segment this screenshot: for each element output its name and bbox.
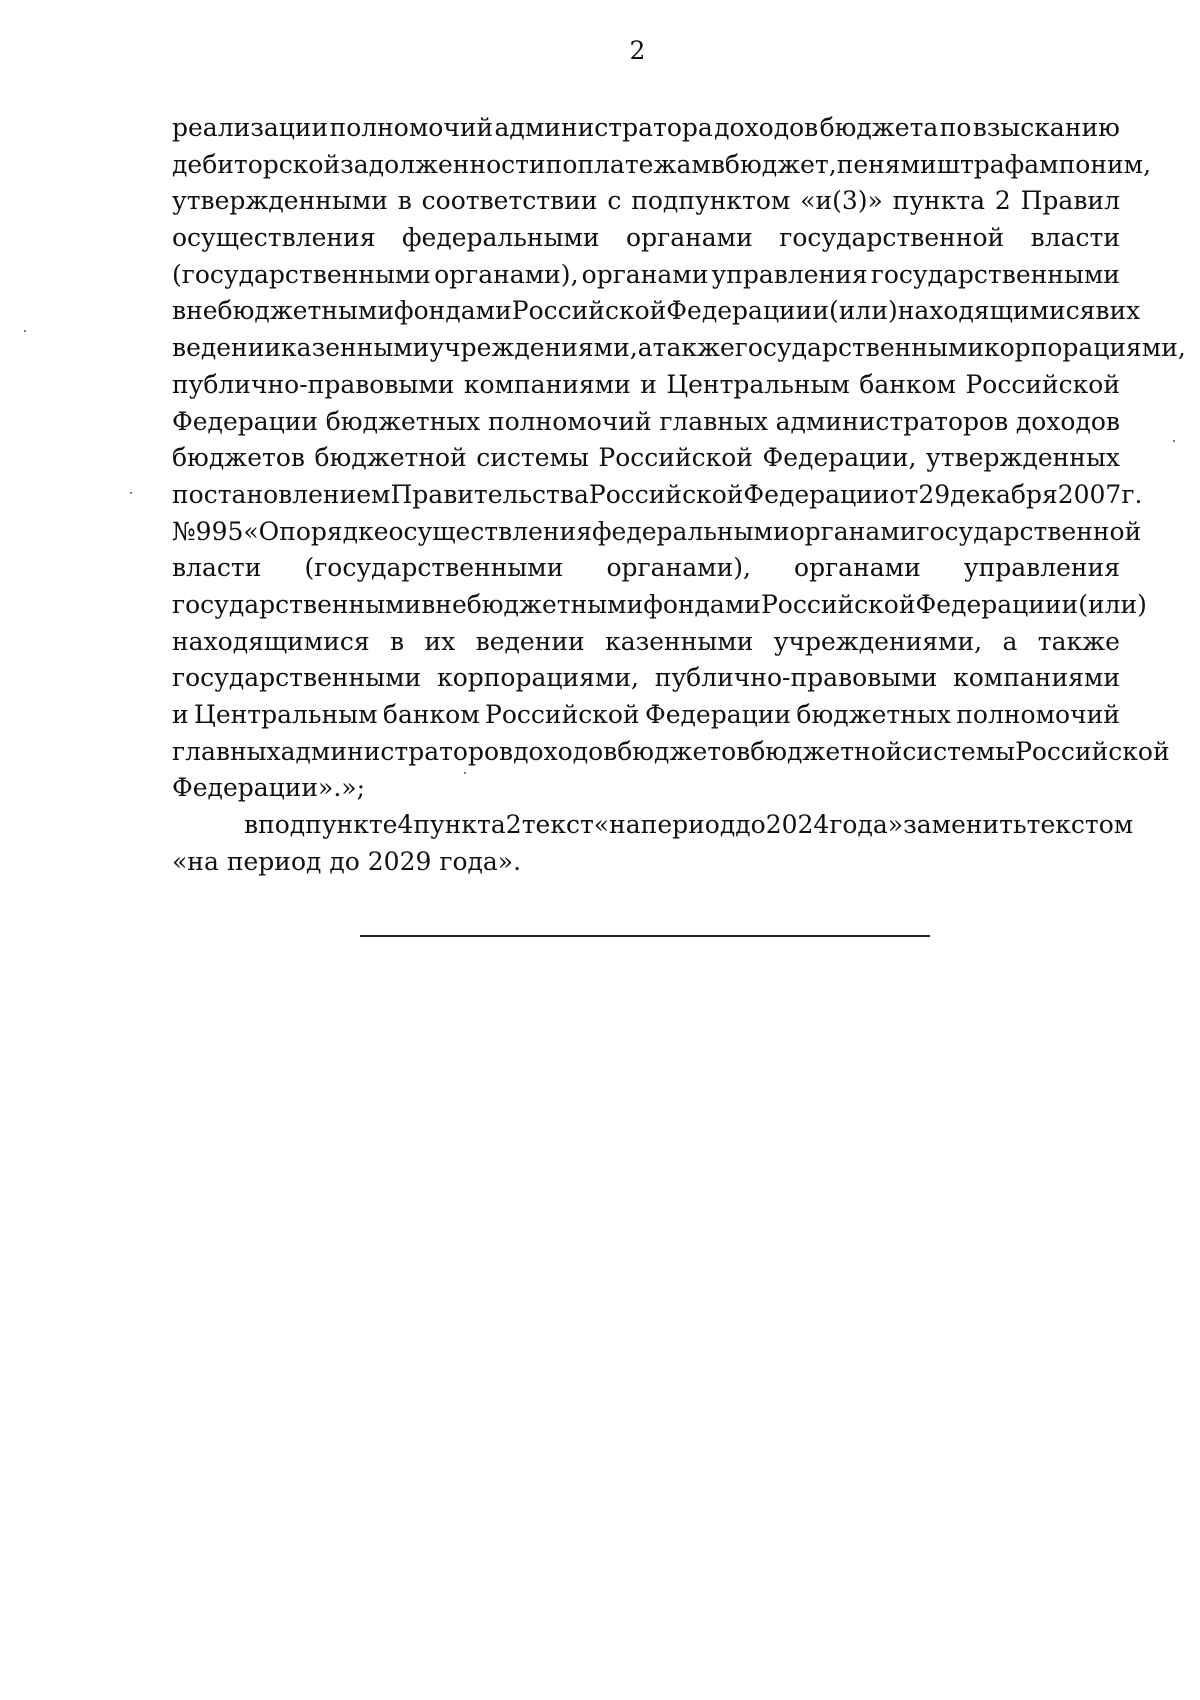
word: системы <box>902 736 1016 766</box>
word: 995 <box>195 516 244 546</box>
word: бюджета <box>819 113 939 142</box>
word: подпунктом <box>631 186 791 216</box>
text-line <box>172 147 1152 184</box>
word: учреждениями, <box>429 333 638 363</box>
word: заменить <box>903 810 1027 840</box>
word: в <box>397 186 412 216</box>
word: Федерации <box>172 406 319 436</box>
text-line <box>172 404 1120 441</box>
word: бюджетных <box>325 406 481 436</box>
word: № <box>172 516 196 546</box>
word: 2007 <box>1057 479 1122 509</box>
word: органами <box>789 516 917 546</box>
word: главных <box>659 406 768 436</box>
word: 2024 <box>765 810 830 840</box>
word: полномочий <box>956 700 1120 729</box>
word: 2029 <box>367 846 432 876</box>
word: Центральным <box>666 369 850 399</box>
word: период <box>640 810 736 840</box>
word: (государственными <box>172 259 431 289</box>
word: казенными <box>281 333 430 363</box>
word: управления <box>963 553 1120 583</box>
word: в <box>710 149 725 179</box>
word: бюджетной <box>750 736 903 766</box>
word: и <box>1061 589 1079 619</box>
word: бюджетов <box>617 736 751 766</box>
word: компаниями <box>953 663 1120 693</box>
word: органами), <box>606 553 751 583</box>
text-line <box>172 550 1120 587</box>
word: пеням <box>836 149 921 179</box>
word: 2 <box>505 810 522 840</box>
word: государственными <box>172 589 422 619</box>
word: государственными <box>172 663 422 693</box>
word: доходов <box>714 113 819 142</box>
text-line <box>172 440 1120 477</box>
word: от <box>889 479 919 509</box>
word: соответствии <box>421 186 598 216</box>
word: публично-правовыми <box>172 369 455 399</box>
word: порядке <box>279 516 389 546</box>
scan-speck <box>464 772 466 774</box>
word: компаниями <box>463 369 631 399</box>
word: текстом <box>1026 810 1134 840</box>
word: а <box>637 333 653 363</box>
word: утвержденными <box>172 186 388 216</box>
word: и <box>640 369 657 399</box>
word: государственной <box>779 223 1005 253</box>
word: с <box>607 186 622 216</box>
text-line <box>172 697 1120 734</box>
word: их <box>424 626 456 656</box>
word: банком <box>859 369 957 399</box>
word: Федерации <box>743 479 890 509</box>
word: ведении <box>475 626 585 656</box>
word: «и(3)» <box>800 186 883 216</box>
word: федеральными <box>401 223 600 253</box>
word: управления <box>711 259 868 289</box>
word: Российской <box>965 369 1120 399</box>
word: казенными <box>605 626 754 656</box>
word: Российской <box>760 589 916 619</box>
closing-rule <box>360 935 930 937</box>
word: корпорациями, <box>437 663 639 693</box>
word: (или) <box>1078 589 1147 619</box>
word: и <box>812 296 830 326</box>
word: внебюджетными <box>421 589 644 619</box>
word: 29 <box>918 479 951 509</box>
word: внебюджетными <box>172 296 395 326</box>
word: доходов <box>513 736 618 766</box>
word: пункта <box>892 186 986 216</box>
word: Центральным <box>194 700 378 729</box>
word: бюджетной <box>314 443 467 473</box>
word: постановлением <box>172 479 391 509</box>
scan-speck <box>1173 440 1175 442</box>
text-line <box>172 257 1120 294</box>
word: период <box>226 846 322 876</box>
text-line <box>172 293 1141 330</box>
word: публично-правовыми <box>654 663 938 693</box>
word: реализации <box>172 113 329 142</box>
word: Федерации <box>915 589 1062 619</box>
word: бюджет, <box>724 149 837 179</box>
word: (государственными <box>304 553 564 583</box>
word: «на <box>593 810 641 840</box>
word: Правительства <box>390 479 589 509</box>
word: также <box>652 333 735 363</box>
word: бюджетов <box>172 443 305 473</box>
word: 4 <box>397 810 414 840</box>
word: взысканию <box>972 113 1120 142</box>
scan-speck <box>130 492 132 494</box>
word: до <box>735 810 766 840</box>
word: фондами <box>394 296 512 326</box>
word: ним, <box>1090 149 1152 179</box>
word: утвержденных <box>926 443 1120 473</box>
word: 2 <box>994 186 1011 216</box>
word: «О <box>243 516 280 546</box>
word: администраторов <box>280 736 514 766</box>
text-line <box>172 844 1120 881</box>
word: в <box>244 810 259 840</box>
word: г. <box>1121 479 1143 509</box>
word: их <box>1109 296 1141 326</box>
word: осуществления <box>388 516 592 546</box>
word: учреждениями, <box>773 626 983 656</box>
text-line <box>172 660 1120 697</box>
word: также <box>1037 626 1120 656</box>
word: администраторов <box>775 406 1009 436</box>
word: Правил <box>1020 186 1120 216</box>
word: власти <box>172 553 262 583</box>
word: полномочий <box>329 113 494 142</box>
word: и <box>920 149 937 179</box>
document-body <box>172 110 1186 880</box>
word: Федерации, <box>762 443 917 473</box>
word: государственной <box>916 516 1142 546</box>
word: ведении <box>172 333 282 363</box>
word: в <box>390 626 405 656</box>
word: Федерации <box>666 296 813 326</box>
scan-speck <box>24 330 26 332</box>
word: корпорациями, <box>983 333 1186 363</box>
word: Российской <box>588 479 744 509</box>
word: по <box>939 113 972 142</box>
text-line <box>172 770 1120 807</box>
word: власти <box>1030 223 1120 253</box>
text-line <box>172 220 1120 257</box>
word: органами <box>581 259 709 289</box>
word: бюджетных <box>796 700 951 729</box>
word: года». <box>439 846 522 876</box>
word: Российской <box>598 443 753 473</box>
word: года» <box>829 810 904 840</box>
word: текст <box>521 810 594 840</box>
page-number: 2 <box>629 36 646 65</box>
word: штрафам <box>936 149 1059 179</box>
word: администратора <box>494 113 713 142</box>
text-line <box>172 110 1120 147</box>
text-line <box>172 734 1170 771</box>
word: Российской <box>1015 736 1170 766</box>
word: органами <box>794 553 921 583</box>
word: государственными <box>734 333 984 363</box>
word: осуществления <box>172 223 376 253</box>
word: органами <box>626 223 753 253</box>
word: до <box>329 846 360 876</box>
word: (или) <box>829 296 898 326</box>
word: дебиторской <box>172 149 341 179</box>
word: подпункте <box>258 810 398 840</box>
word: задолженности <box>340 149 546 179</box>
text-line <box>172 514 1142 551</box>
word: государственными <box>870 259 1120 289</box>
text-line <box>172 183 1120 220</box>
word: по <box>1058 149 1091 179</box>
word: находящимися <box>897 296 1096 326</box>
word: «на <box>172 846 219 876</box>
word: а <box>1002 626 1018 656</box>
word: полномочий <box>487 406 652 436</box>
word: Российской <box>511 296 667 326</box>
text-line <box>172 624 1120 661</box>
word: банком <box>382 700 480 729</box>
word: находящимися <box>172 626 370 656</box>
word: по <box>545 149 578 179</box>
word: пункта <box>413 810 506 840</box>
text-line <box>172 367 1120 404</box>
text-line <box>172 477 1143 514</box>
word: Федерации».»; <box>172 773 366 803</box>
text-line <box>172 330 1186 367</box>
text-line <box>172 587 1147 624</box>
text-line <box>172 807 1134 844</box>
word: органами), <box>434 259 579 289</box>
word: главных <box>172 736 281 766</box>
word: платежам <box>577 149 711 179</box>
word: декабря <box>950 479 1058 509</box>
word: системы <box>476 443 589 473</box>
word: фондами <box>643 589 761 619</box>
word: в <box>1095 296 1110 326</box>
word: федеральными <box>591 516 790 546</box>
word: Российской <box>485 700 640 729</box>
word: доходов <box>1015 406 1120 436</box>
word: и <box>172 700 189 729</box>
word: Федерации <box>644 700 792 729</box>
